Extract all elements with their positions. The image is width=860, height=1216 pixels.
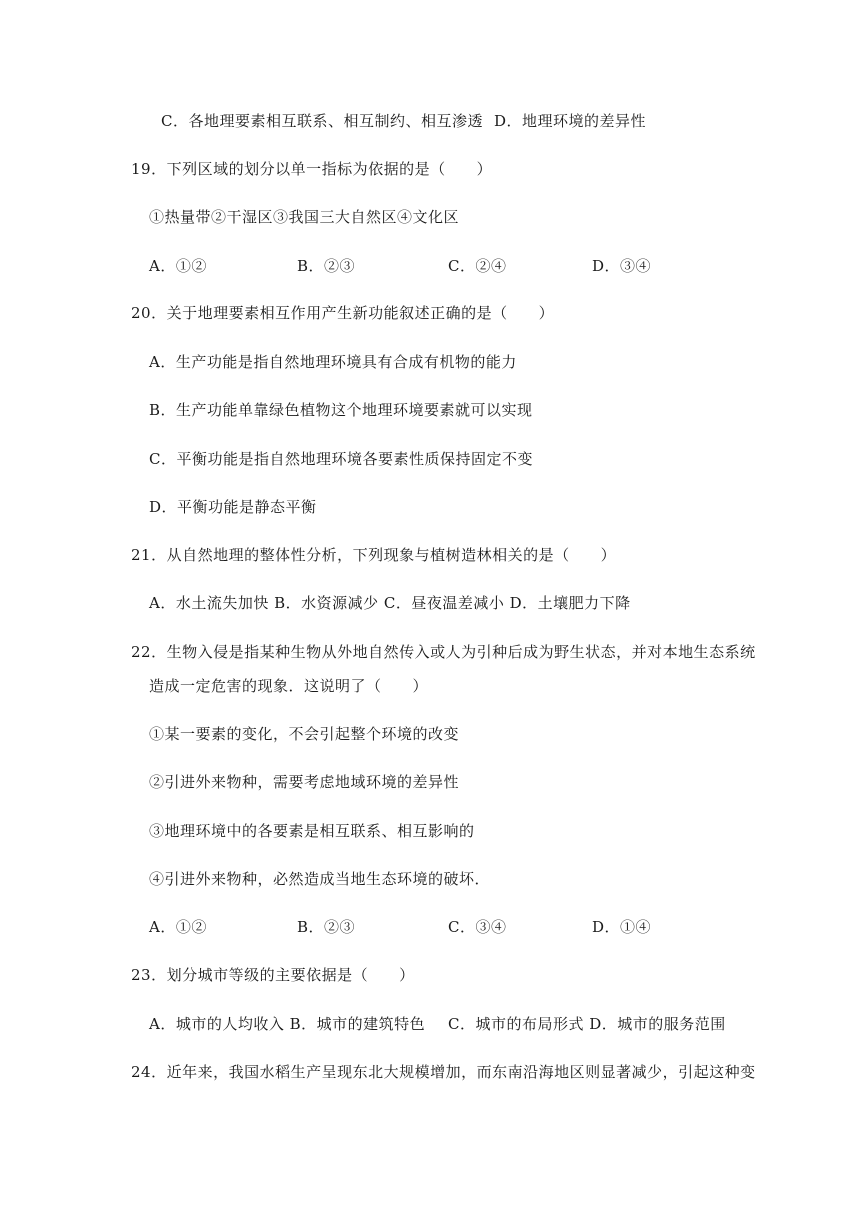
q20-option-d: D．平衡功能是静态平衡 [149, 498, 317, 516]
q20-option-a: A．生产功能是指自然地理环境具有合成有机物的能力 [149, 353, 517, 371]
q22-option-d: D．①④ [592, 918, 652, 936]
q18-option-c: C．各地理要素相互联系、相互制约、相互渗透 [161, 112, 483, 130]
q20-option-c: C．平衡功能是指自然地理环境各要素性质保持固定不变 [149, 450, 533, 468]
q22-item-1: ①某一要素的变化，不会引起整个环境的改变 [149, 725, 460, 743]
q20-option-b: B．生产功能单靠绿色植物这个地理环境要素就可以实现 [149, 401, 533, 419]
q21-stem: 21．从自然地理的整体性分析，下列现象与植树造林相关的是（ ） [131, 546, 617, 564]
q19-option-b: B．②③ [297, 257, 356, 275]
q22-option-c: C．③④ [448, 918, 507, 936]
q22-option-a: A．①② [149, 918, 207, 936]
q19-option-a: A．①② [149, 257, 207, 275]
q22-stem-line1: 22．生物入侵是指某种生物从外地自然传入或人为引种后成为野生状态，并对本地生态系统 [131, 643, 756, 661]
q18-option-d: D．地理环境的差异性 [494, 112, 647, 130]
q23-stem: 23．划分城市等级的主要依据是（ ） [131, 966, 415, 984]
q19-items: ①热量带②干湿区③我国三大自然区④文化区 [149, 208, 460, 226]
q19-option-d: D．③④ [592, 257, 652, 275]
q23-options-cd: C．城市的布局形式 D．城市的服务范围 [448, 1015, 726, 1033]
q24-stem: 24．近年来，我国水稻生产呈现东北大规模增加，而东南沿海地区则显著减少，引起这种变 [131, 1063, 756, 1081]
q22-item-4: ④引进外来物种，必然造成当地生态环境的破坏． [149, 870, 491, 888]
q21-options: A．水土流失加快 B．水资源减少 C．昼夜温差减小 D．土壤肥力下降 [149, 594, 631, 612]
q23-options-ab: A．城市的人均收入 B．城市的建筑特色 [149, 1015, 426, 1033]
q20-stem: 20．关于地理要素相互作用产生新功能叙述正确的是（ ） [131, 304, 555, 322]
q19-stem: 19．下列区域的划分以单一指标为依据的是（ ） [131, 160, 493, 178]
q22-item-2: ②引进外来物种，需要考虑地域环境的差异性 [149, 773, 460, 791]
q22-option-b: B．②③ [297, 918, 356, 936]
q22-item-3: ③地理环境中的各要素是相互联系、相互影响的 [149, 822, 475, 840]
q19-option-c: C．②④ [448, 257, 507, 275]
q22-stem-line2: 造成一定危害的现象．这说明了（ ） [149, 677, 429, 695]
